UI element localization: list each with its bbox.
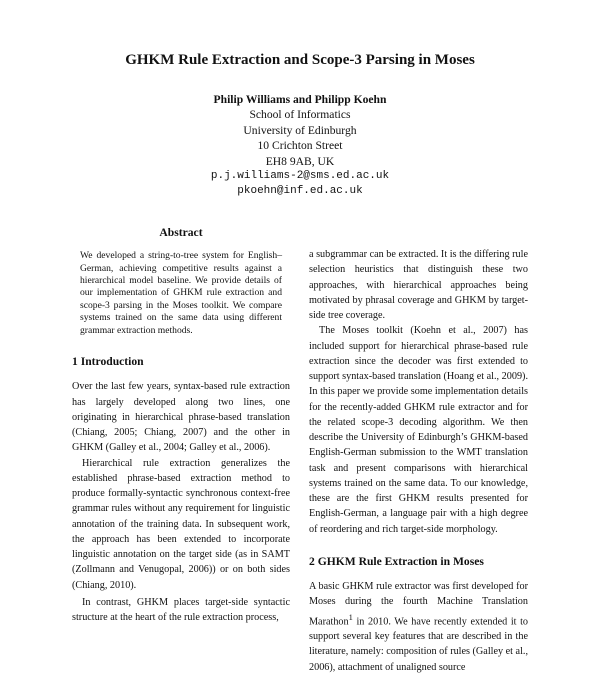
affiliation-line: 10 Crichton Street (257, 139, 343, 153)
right-column (309, 247, 528, 675)
affiliation-line: School of Informatics (249, 108, 351, 122)
paragraph: Over the last few years, syntax-based rule extraction has largely developed along two lines, one originating in hierarchical phrase-based translation (Chiang, 2005; Chiang, 2007) and the other in GHKM (Galley et al., 2004; Galley et al., 2006). (72, 381, 290, 454)
footnote-marker: 1 (348, 611, 353, 622)
section-heading: 2 GHKM Rule Extraction in Moses (309, 554, 484, 568)
email-address: pkoehn@inf.ed.ac.uk (237, 185, 363, 198)
section-heading: 1 Introduction (72, 355, 144, 369)
paragraph-text: in 2010. We have recently extended it to support several key features that are described in the literature, namely: composition of rules (Galley et al., 2006), attachment of unaligned source (309, 615, 528, 673)
email-address: p.j.williams-2@sms.ed.ac.uk (210, 170, 390, 183)
paragraph: In contrast, GHKM places target-side syntactic structure at the heart of the rule extraction process, (72, 596, 290, 624)
author-block (0, 92, 600, 200)
paragraph (309, 579, 528, 675)
paragraph-text: A basic GHKM rule extractor was first developed for Moses during the fourth Machine Translation Marathon (309, 581, 528, 627)
paragraph: Hierarchical rule extraction generalizes the established phrase-based extraction method to produce formally-syntactic synchronous context-free grammar rules without any requirement for linguistic annotation of the training data. In subsequent work, the approach has been extended to incorporate linguistic annotation on the target side (as in SAMT (Zollmann and Venugopal, 2006)) or on both sides (Chiang, 2010). (72, 457, 290, 591)
abstract-text: We developed a string-to-tree system for English–German, achieving competitive results against a hierarchical model baseline. We provide details of our implementation of GHKM rule extraction and scope-3 parsing in the Moses toolkit. We compare systems trained on the same data using different grammar extraction methods. (80, 250, 282, 336)
author-names: Philip Williams and Philipp Koehn (213, 93, 387, 106)
paper-title: GHKM Rule Extraction and Scope-3 Parsing in Moses (125, 52, 475, 68)
affiliation-line: EH8 9AB, UK (265, 154, 335, 168)
paragraph: a subgrammar can be extracted. It is the differing rule selection heuristics that distinguish these two approaches, with hierarchical approaches being motivated by phrasal coverage and GHKM by target-side tree coverage. (309, 249, 528, 321)
paragraph: The Moses toolkit (Koehn et al., 2007) has included support for hierarchical phrase-based rule extraction since the decoder was first extended to support syntax-based translation (Hoang et al., 2009). In this paper we provide some implementation details for the recently-added GHKM rule extractor and for the related scope-3 decoding algorithm. We then describe the University of Edinburgh’s GHKM-based English-German submission to the WMT translation task and present comparisons with hierarchical systems trained on the same data. To our knowledge, these are the first GHKM results presented for English-German, a language pair with a high degree of reordering and rich target-side morphology. (309, 325, 528, 535)
abstract-heading: Abstract (159, 226, 203, 239)
affiliation-line: University of Edinburgh (243, 123, 357, 137)
left-column (72, 225, 290, 625)
